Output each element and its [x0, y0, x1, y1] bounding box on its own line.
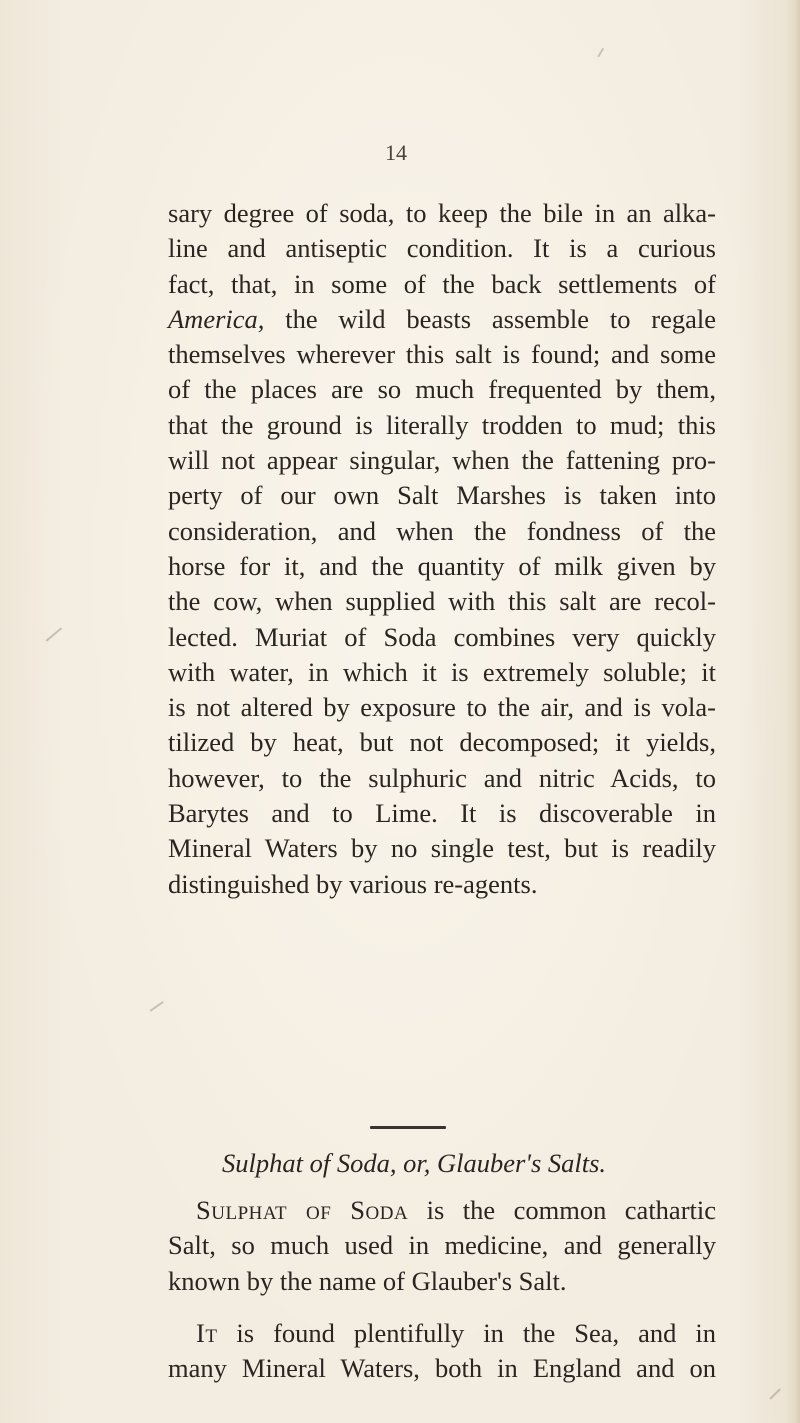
text-line: sary degree of soda, to keep the bile in an alka- [168, 198, 716, 228]
text-line-with-lead [168, 1193, 716, 1228]
text-line: of the places are so much frequented by them, [168, 374, 716, 405]
text-line: that the ground is literally trodden to mud; this [168, 409, 716, 440]
text-line: Salt, so much used in medicine, and generally [168, 1230, 716, 1261]
text-line-rest: the wild beasts assemble to regale [285, 303, 716, 334]
section-divider-rule [370, 1126, 446, 1129]
paragraph-2 [168, 1193, 716, 1299]
text-line-rest: is found plentifully in the Sea, and in [217, 1318, 716, 1348]
text-line: horse for it, and the quantity of milk given by [168, 550, 716, 581]
text-line: perty of our own Salt Marshes is taken into [168, 480, 716, 511]
text-line: with water, in which it is extremely soluble; it [168, 656, 716, 687]
stray-pencil-mark [597, 48, 603, 57]
text-line: themselves wherever this salt is found; and some [168, 339, 716, 370]
text-line: is not altered by exposure to the air, and is vola- [168, 692, 716, 723]
text-line-rest: is the common cathartic [408, 1195, 717, 1225]
text-line: known by the name of Glauber's Salt. [168, 1265, 567, 1296]
text-line-with-italic [168, 302, 716, 337]
text-line: will not appear singular, when the fattening pro- [168, 445, 716, 476]
page-edge-shadow [786, 0, 800, 1423]
stray-pencil-mark [46, 627, 62, 641]
lead-small-caps: It [196, 1318, 218, 1348]
paragraph-1 [168, 196, 716, 902]
text-line-with-lead [168, 1316, 716, 1351]
page-number: 14 [385, 140, 407, 165]
text-line: Barytes and to Lime. It is discoverable in [168, 798, 716, 829]
text-line: Mineral Waters by no single test, but is readily [168, 833, 716, 864]
text-line: distinguished by various re-agents. [168, 868, 538, 899]
text-line: tilized by heat, but not decomposed; it yields, [168, 727, 716, 758]
text-line: lected. Muriat of Soda combines very quickly [168, 621, 716, 652]
stray-pencil-mark [150, 1001, 164, 1011]
text-line: consideration, and when the fondness of the [168, 515, 716, 546]
text-line: the cow, when supplied with this salt are recol- [168, 586, 716, 617]
section-heading: Sulphat of Soda, or, Glauber's Salts. [222, 1148, 607, 1178]
text-line: however, to the sulphuric and nitric Acids, to [168, 762, 716, 793]
text-line: line and antiseptic condition. It is a curious [168, 233, 716, 264]
text-line: many Mineral Waters, both in England and on [168, 1353, 716, 1384]
text-line: fact, that, in some of the back settlements of [168, 268, 716, 299]
lead-small-caps: Sulphat of Soda [196, 1195, 409, 1225]
stray-pencil-mark [769, 1388, 780, 1399]
paragraph-3 [168, 1316, 716, 1387]
italic-word-america: America, [168, 303, 265, 334]
